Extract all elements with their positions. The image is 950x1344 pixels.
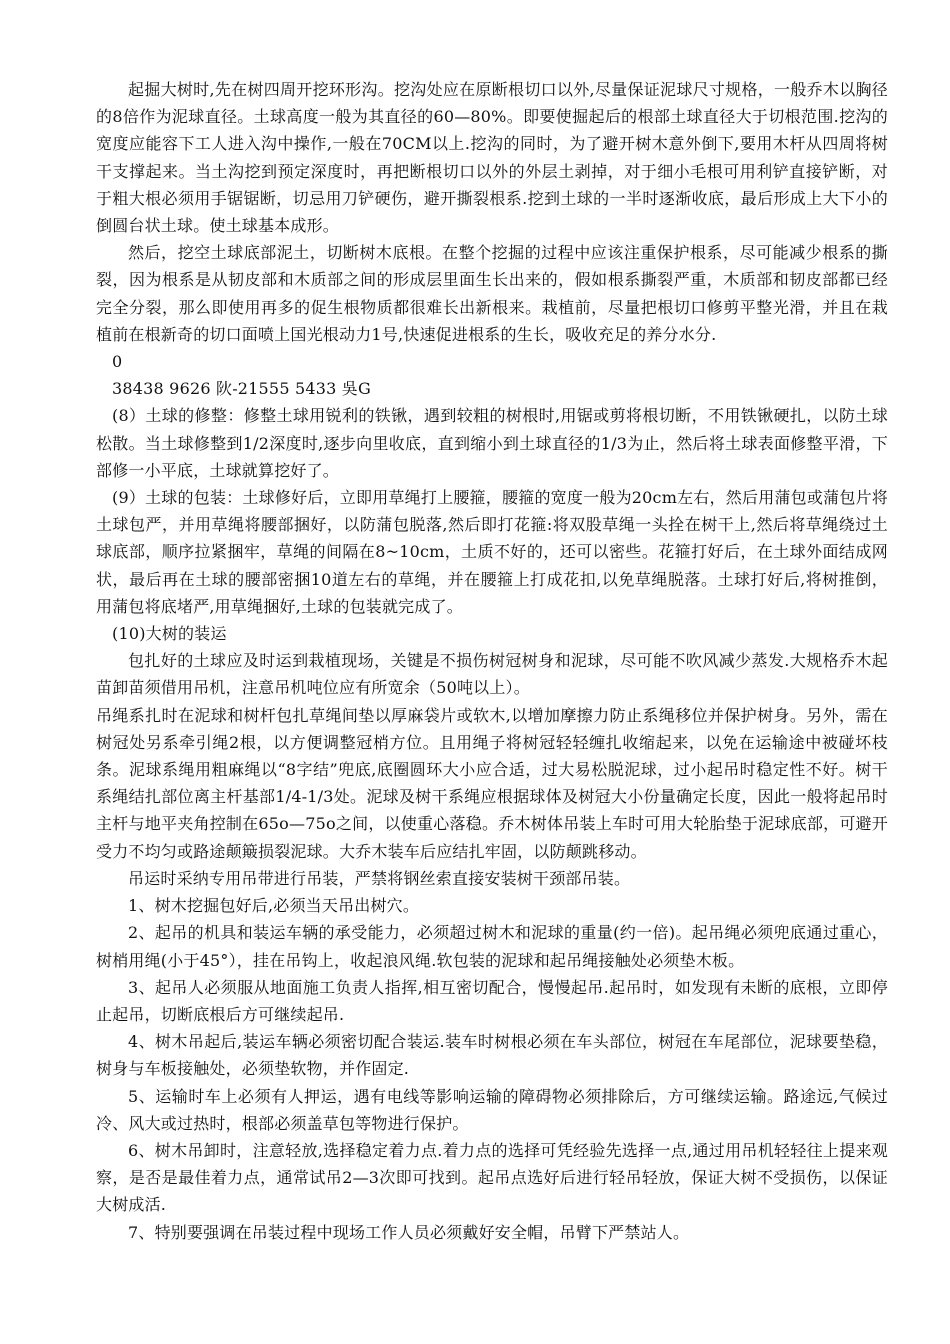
document-body: [96, 76, 888, 1246]
paragraph-rope-tying: 吊绳系扎时在泥球和树杆包扎草绳间垫以厚麻袋片或软木,以增加摩擦力防止系绳移位并保护树身。另外，需在树冠处另系牵引绳2根，以方便调整冠梢方位。且用绳子将树冠轻轻缠扎收缩起来，以免在运输途中被碰坏枝条。泥球系绳用粗麻绳以“8字结”兜底,底圈圆环大小应合适，过大易松脱泥球，过小起吊时稳定性不好。树干系绳结扎部位离主杆基部1/4-1/3处。泥球及树干系绳应根据球体及树冠大小份量确定长度，因此一般将起吊时主杆与地平夹角控制在65o—75o之间，以使重心落稳。乔木树体吊装上车时可用大轮胎垫于泥球底部，可避开受力不均匀或路途颠簸损裂泥球。大乔木装车后应结扎牢固，以防颠跳移动。: [96, 705, 888, 861]
list-item-5: 5、运输时车上必须有人押运，遇有电线等影响运输的障碍物必须排除后，方可继续运输。路途远,气候过冷、风大或过热时，根部必须盖草包等物进行保护。: [96, 1086, 888, 1133]
list-item-7: 7、特别要强调在吊装过程中现场工作人员必须戴好安全帽，吊臂下严禁站人。: [128, 1222, 690, 1242]
stray-code-line: 38438 9626 阦-21555 5433 吳G: [112, 379, 371, 399]
paragraph-root-protection: 然后，挖空土球底部泥土，切断树木底根。在整个挖掘的过程中应该注重保护根系，尽可能减少根系的撕裂，因为根系是从韧皮部和木质部之间的形成层里面生长出来的，假如根系撕裂严重，木质部和韧皮部都已经完全分裂，那么即使用再多的促生根物质都很难长出新根来。栽植前，尽量把根切口修剪平整光滑，并且在栽植前在根新奇的切口面喷上国光根动力1号,快速促进根系的生长，吸收充足的养分水分.: [96, 243, 888, 344]
list-item-3: 3、起吊人必须服从地面施工负责人指挥,相互密切配合，慢慢起吊.起吊时，如发现有未断的底根，立即停止起吊，切断底根后方可继续起吊.: [96, 977, 888, 1024]
list-item-4: 4、树木吊起后,装运车辆必须密切配合装运.装车时树根必须在车头部位，树冠在车尾部位，泥球要垫稳，树身与车板接触处，必须垫软物，并作固定.: [96, 1032, 888, 1079]
list-item-2: 2、起吊的机具和装运车辆的承受能力，必须超过树木和泥球的重量(约一倍)。起吊绳必须兜底通过重心，树梢用绳(小于45°），挂在吊钩上，收起浪风绳.软包装的泥球和起吊绳接触处必须垫木板。: [96, 923, 888, 970]
paragraph-lifting-belt: 吊运时采纳专用吊带进行吊装，严禁将钢丝索直接安装树干颈部吊装。: [128, 868, 631, 888]
paragraph-transport-intro: 包扎好的土球应及时运到栽植现场，关键是不损伤树冠树身和泥球，尽可能不吹风减少蒸发.大规格乔木起苗卸苗须借用吊机，注意吊机吨位应有所宽余（50吨以上）。: [96, 651, 888, 698]
list-item-6: 6、树木吊卸时，注意轻放,选择稳定着力点.着力点的选择可凭经验先选择一点,通过用吊机轻轻往上提来观察，是否是最佳着力点，通常试吊2—3次即可找到。起吊点选好后进行轻吊轻放，保证大树不受损伤，以保证大树成活.: [96, 1140, 888, 1215]
paragraph-ball-packing: (9）土球的包装：土球修好后，立即用草绳打上腰箍，腰箍的宽度一般为20cm左右，然后用蒲包或蒲包片将土球包严，并用草绳将腰部捆好，以防蒲包脱落,然后即打花箍:将双股草绳一头拴在树干上,然后将草绳绕过土球底部，顺序拉紧捆牢，草绳的间隔在8~10cm，土质不好的，还可以密些。花箍打好后，在土球外面结成网状，最后再在土球的腰部密捆10道左右的草绳，并在腰箍上打成花扣,以免草绳脱落。土球打好后,将树推倒，用蒲包将底堵严,用草绳捆好,土球的包装就完成了。: [96, 488, 888, 616]
paragraph-excavation: 起掘大树时,先在树四周开挖环形沟。挖沟处应在原断根切口以外,尽量保证泥球尺寸规格，一般乔木以胸径的8倍作为泥球直径。土球高度一般为其直径的60—80%。即要使掘起后的根部土球直径大于切根范围.挖沟的宽度应能容下工人进入沟中操作,一般在70CM以上.挖沟的同时，为了避开树木意外倒下,要用木杆从四周将树干支撑起来。当土沟挖到预定深度时，再把断根切口以外的外层土剥掉，对于细小毛根可用利铲直接铲断，对于粗大根必须用手锯锯断，切忌用刀铲硬伤，避开撕裂根系.挖到土球的一半时逐渐收底，最后形成上大下小的倒圆台状土球。使土球基本成形。: [96, 80, 888, 236]
section-heading-transport: (10)大树的装运: [112, 624, 227, 644]
paragraph-ball-trimming: (8）土球的修整：修整土球用锐利的铁锹，遇到较粗的树根时,用锯或剪将根切断，不用铁锹硬扎，以防土球松散。当土球修整到1/2深度时,逐步向里收底，直到缩小到土球直径的1/3为止，然后将土球表面修整平滑，下部修一小平底，土球就算挖好了。: [96, 406, 888, 480]
stray-zero: 0: [112, 352, 123, 372]
list-item-1: 1、树木挖掘包好后,必须当天吊出树穴。: [128, 896, 420, 916]
